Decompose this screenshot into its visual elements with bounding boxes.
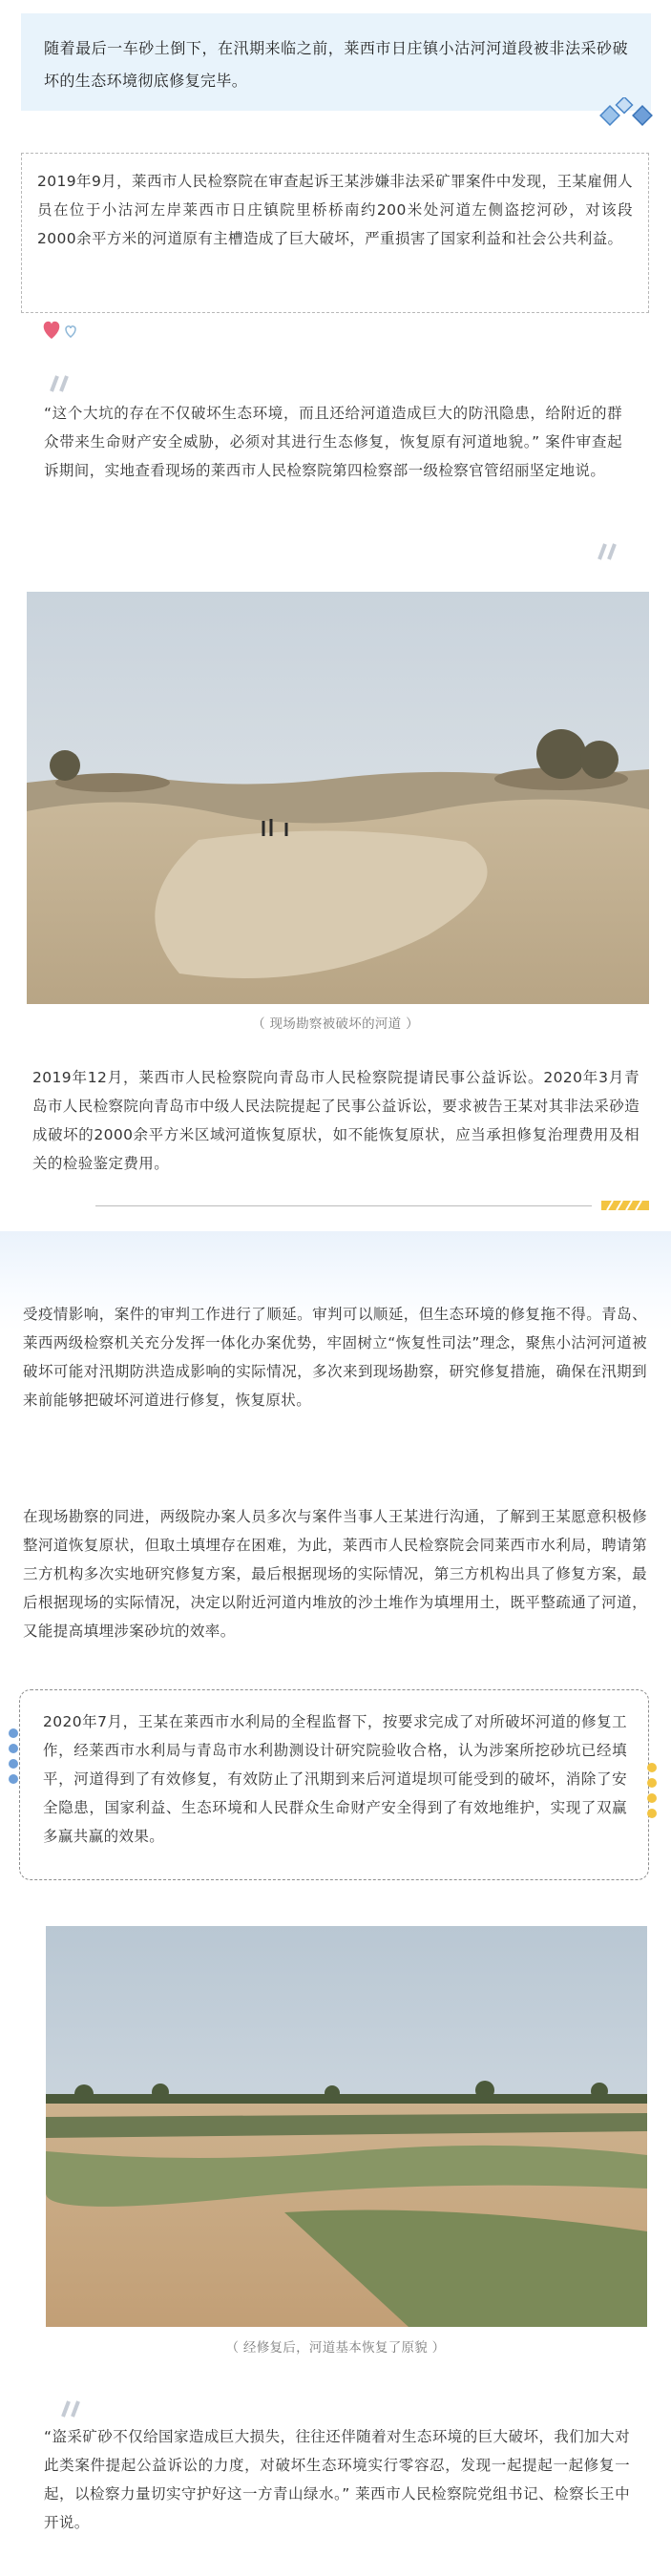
- blue-dots-icon: [8, 1728, 19, 1787]
- secretary-quote-text: “盗采矿砂不仅给国家造成巨大损失，往往还伴随着对生态环境的巨大破坏，我们加大对此类案件提起公益诉讼的力度，对破坏生态环境实行零容忍，发现一起提起一起修复一起，以检察力量切实守护好这一方青山绿水。” 莱西市人民检察院党组书记、检察长王中开说。: [44, 2428, 630, 2531]
- epidemic-section: [23, 1300, 647, 1414]
- quote-close-icon: [594, 542, 622, 561]
- prosecutor-quote: [44, 399, 622, 485]
- hearts-decoration-icon: [40, 316, 88, 345]
- photo-after-caption: （ 经修复后，河道基本恢复了原貌 ）: [225, 2340, 446, 2356]
- lawsuit-section: [32, 1063, 640, 1178]
- completion-text: 2020年7月，王某在莱西市水利局的全程监督下，按要求完成了对所破坏河道的修复工作，经莱西市水利局与青岛市水利勘测设计研究院验收合格，认为涉案所挖砂坑已经填平，河道得到了有效修复，有效防止了汛期到来后河道堤坝可能受到的破坏，消除了安全隐患，国家利益、生态环境和人民群众生命财产安全得到了有效地维护，实现了双赢多赢共赢的效果。: [43, 1713, 627, 1845]
- prosecutor-quote-text: “这个大坑的存在不仅破坏生态环境，而且还给河道造成巨大的防汛隐患，给附近的群众带来生命财产安全威胁，必须对其进行生态修复，恢复原有河道地貌。” 案件审查起诉期间，实地查看现场的莱西市人民检察院第四检察部一级检察官管绍丽坚定地说。: [44, 405, 622, 479]
- quote-open-icon: [46, 374, 74, 393]
- yellow-stripes-icon: [601, 1199, 649, 1212]
- diamond-decoration-icon: [599, 97, 657, 136]
- case-found-text: 2019年9月，莱西市人民检察院在审查起诉王某涉嫌非法采矿罪案件中发现，王某雇佣人员在位于小沽河左岸莱西市日庄镇院里桥桥南约200米处河道左侧盗挖河砂，对该段2000余平方米的河道原有主槽造成了巨大破坏，严重损害了国家利益和社会公共利益。: [37, 173, 633, 247]
- completion-box: [19, 1689, 649, 1880]
- survey-section: [23, 1502, 647, 1645]
- secretary-quote: [44, 2422, 630, 2537]
- case-found-box: [21, 153, 649, 313]
- photo-restored-river: [46, 1926, 647, 2327]
- survey-text: 在现场勘察的同进，两级院办案人员多次与案件当事人王某进行沟通，了解到王某愿意积极修整河道恢复原状，但取土填埋存在困难，为此，莱西市人民检察院会同莱西市水利局，聘请第三方机构多次实地研究修复方案，最后根据现场的实际情况，第三方机构出具了修复方案，最后根据现场的实际情况，决定以附近河道内堆放的沙土堆作为填埋用土，既平整疏通了河道，又能提高填埋涉案砂坑的效率。: [23, 1508, 647, 1640]
- restored-landscape-image: [46, 1926, 647, 2327]
- quote-open-icon-2: [57, 2399, 86, 2419]
- lawsuit-text: 2019年12月，莱西市人民检察院向青岛市人民检察院提请民事公益诉讼。2020年3月青岛市人民检察院向青岛市中级人民法院提起了民事公益诉讼，要求被告王某对其非法采砂造成破坏的2000余平方米区域河道恢复原状，如不能恢复原状，应当承担修复治理费用及相关的检验鉴定费用。: [32, 1069, 640, 1172]
- epidemic-text: 受疫情影响，案件的审判工作进行了顺延。审判可以顺延，但生态环境的修复拖不得。青岛、莱西两级检察机关充分发挥一体化办案优势，牢固树立“恢复性司法”理念，聚焦小沽河河道被破坏可能对汛期防洪造成影响的实际情况，多次来到现场勘察，研究修复措施，确保在汛期到来前能够把破坏河道进行修复，恢复原状。: [23, 1306, 647, 1409]
- photo-damaged-river: [27, 592, 649, 1004]
- intro-text: 随着最后一车砂土倒下，在汛期来临之前，莱西市日庄镇小沽河河道段被非法采砂破坏的生态环境彻底修复完毕。: [44, 39, 628, 90]
- intro-box: [21, 13, 651, 111]
- yellow-dots-icon: [646, 1762, 658, 1819]
- river-landscape-image: [27, 592, 649, 1004]
- photo-before-caption: （ 现场勘察被破坏的河道 ）: [252, 1016, 419, 1032]
- section-divider: [95, 1205, 592, 1206]
